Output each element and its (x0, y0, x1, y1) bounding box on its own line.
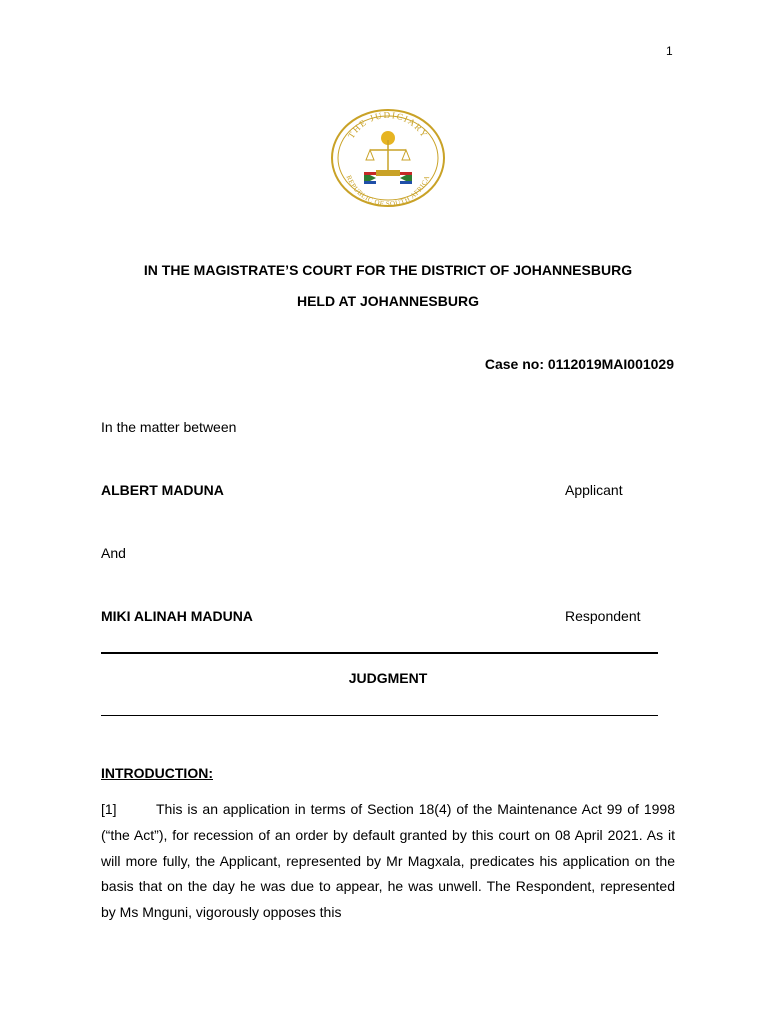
divider-top (101, 652, 658, 654)
judgment-title: JUDGMENT (348, 670, 428, 686)
respondent-name: MIKI ALINAH MADUNA (101, 608, 253, 624)
paragraph-number: [1] (101, 801, 117, 817)
case-number: Case no: 0112019MAI001029 (484, 356, 674, 372)
respondent-role: Respondent (565, 608, 641, 624)
applicant-role: Applicant (565, 482, 623, 498)
paragraph-text: This is an application in terms of Section 18(4) of the Maintenance Act 99 of 1998 (“the Act”), for recession of an order by default granted by this court on 08 April 2021. As it will more fully, the Applicant, represented by Mr Magxala, predicates his application on the basis that on the day he was due to appear, he was unwell. The Respondent, represented by Ms Mnguni, vigorously opposes this (101, 801, 675, 921)
and-conjunction: And (101, 545, 126, 561)
court-title: IN THE MAGISTRATE’S COURT FOR THE DISTRICT OF JOHANNESBURG (143, 262, 633, 278)
applicant-name: ALBERT MADUNA (101, 482, 224, 498)
section-heading: INTRODUCTION: (101, 765, 213, 781)
court-location: HELD AT JOHANNESBURG (296, 293, 479, 309)
divider-bottom (101, 715, 658, 716)
svg-text:REPUBLIC OF SOUTH AFRICA: REPUBLIC OF SOUTH AFRICA (344, 174, 432, 208)
paragraph-1 (101, 797, 675, 926)
page-number: 1 (666, 44, 673, 58)
matter-intro: In the matter between (101, 419, 237, 435)
svg-text:THE JUDICIARY: THE JUDICIARY (345, 109, 431, 141)
judiciary-seal-logo (326, 108, 450, 208)
